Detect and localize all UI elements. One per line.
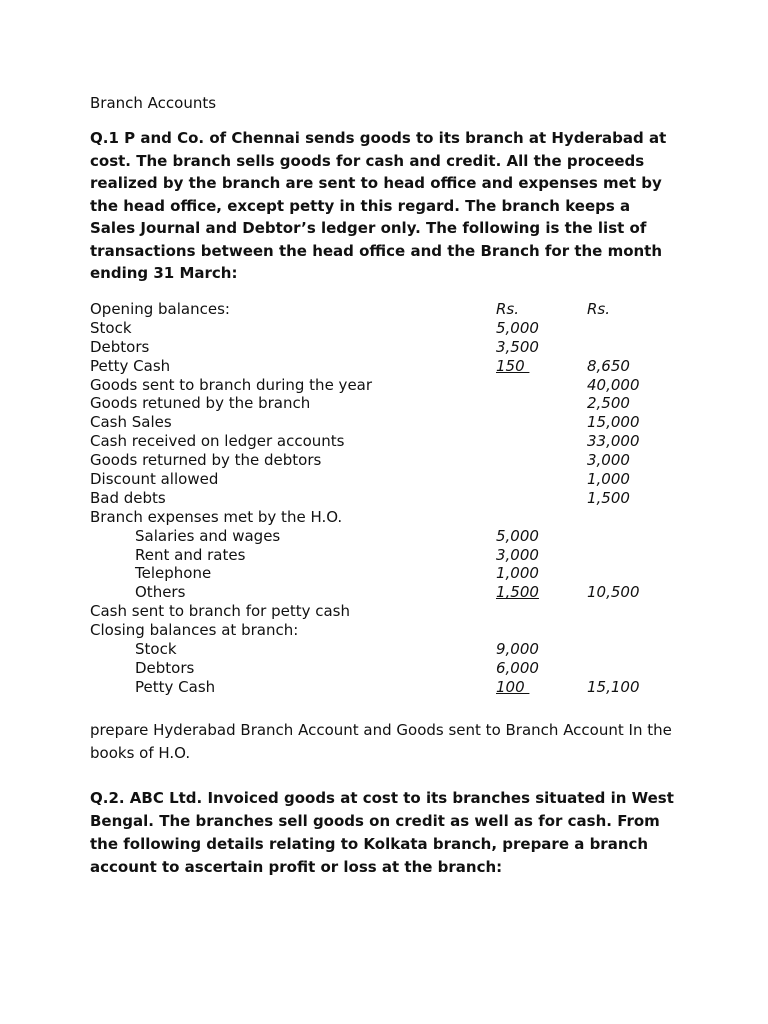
table-row [90, 432, 690, 451]
row-amount-col1: 150 [496, 356, 530, 375]
question-2-line: Q.2. ABC Ltd. Invoiced goods at cost to its branches situated in West [90, 789, 674, 807]
table-row [90, 621, 690, 640]
row-label: Rent and rates [135, 545, 246, 564]
row-amount-col1: 3,500 [496, 337, 539, 356]
row-label: Closing balances at branch: [90, 621, 299, 640]
row-label: Branch expenses met by the H.O. [90, 507, 343, 526]
question-1-line: cost. The branch sells goods for cash and credit. All the proceeds [90, 151, 645, 170]
table-row [90, 413, 690, 432]
row-amount-col1: 6,000 [496, 658, 539, 677]
row-label: Cash sent to branch for petty cash [90, 602, 351, 621]
row-label: Opening balances: [90, 300, 230, 318]
row-label: Stock [90, 318, 132, 337]
table-row [90, 583, 690, 602]
row-amount-col1: 3,000 [496, 545, 539, 564]
row-amount-col2: 10,500 [587, 583, 640, 602]
question-1-line: realized by the branch are sent to head office and expenses met by [90, 174, 662, 192]
document-title: Branch Accounts [90, 94, 217, 112]
row-label: Goods returned by the debtors [90, 451, 322, 470]
question-1-text [90, 127, 678, 285]
question-1-line: transactions between the head office and the Branch for the month [90, 241, 663, 260]
table-row [90, 451, 690, 470]
instruction-text: prepare Hyderabad Branch Account and Goods sent to Branch Account In the books of H.O. [90, 721, 672, 762]
table-row [90, 319, 690, 338]
row-label: Discount allowed [90, 470, 219, 489]
row-amount-col1: 9,000 [496, 640, 539, 659]
table-row [90, 357, 690, 376]
row-label: Cash received on ledger accounts [90, 432, 345, 451]
row-amount-col2: Rs. [587, 300, 611, 318]
row-label: Petty Cash [135, 677, 216, 696]
table-row [90, 640, 690, 659]
row-label: Debtors [135, 658, 195, 677]
table-row [90, 546, 690, 565]
row-amount-col1: 1,000 [496, 564, 539, 583]
question-1-line: Sales Journal and Debtor’s ledger only. The following is the list of [90, 219, 647, 237]
transactions-table [90, 300, 690, 697]
table-row [90, 508, 690, 527]
row-amount-col2: 1,500 [587, 488, 630, 507]
row-label: Goods sent to branch during the year [90, 375, 373, 394]
question-1-line: the head office, except petty in this regard. The branch keeps a [90, 196, 631, 215]
row-label: Stock [135, 640, 177, 659]
question-2-text [90, 787, 678, 879]
table-row [90, 602, 690, 621]
row-label: Others [135, 583, 186, 602]
question-1-line: Q.1 P and Co. of Chennai sends goods to its branch at Hyderabad at [90, 129, 667, 147]
row-label: Petty Cash [90, 356, 171, 375]
row-amount-col1: Rs. [496, 300, 520, 318]
row-label: Debtors [90, 337, 150, 356]
row-amount-col1: 1,500 [496, 583, 539, 602]
row-amount-col2: 1,000 [587, 470, 630, 489]
row-amount-col2: 2,500 [587, 394, 630, 413]
row-amount-col2: 33,000 [587, 432, 640, 451]
row-label: Cash Sales [90, 413, 172, 432]
question-2-line: Bengal. The branches sell goods on credit as well as for cash. From [90, 812, 660, 830]
question-2-line: account to ascertain profit or loss at the branch: [90, 858, 503, 876]
row-label: Goods retuned by the branch [90, 394, 311, 413]
row-amount-col2: 15,000 [587, 413, 640, 432]
row-label: Telephone [135, 564, 212, 583]
table-row [90, 564, 690, 583]
row-amount-col2: 8,650 [587, 356, 630, 375]
table-row [90, 300, 690, 319]
row-amount-col2: 40,000 [587, 375, 640, 394]
table-row [90, 338, 690, 357]
table-row [90, 659, 690, 678]
row-amount-col2: 15,100 [587, 677, 640, 696]
row-amount-col2: 3,000 [587, 451, 630, 470]
row-amount-col1: 5,000 [496, 526, 539, 545]
table-row [90, 489, 690, 508]
row-amount-col1: 5,000 [496, 318, 539, 337]
row-amount-col1: 100 [496, 677, 530, 696]
table-row [90, 376, 690, 395]
row-label: Salaries and wages [135, 526, 281, 545]
row-label: Bad debts [90, 488, 166, 507]
table-row [90, 678, 690, 697]
table-row [90, 527, 690, 546]
question-1-line: ending 31 March: [90, 264, 238, 282]
question-2-line: the following details relating to Kolkata branch, prepare a branch [90, 835, 649, 853]
table-row [90, 394, 690, 413]
table-row [90, 470, 690, 489]
